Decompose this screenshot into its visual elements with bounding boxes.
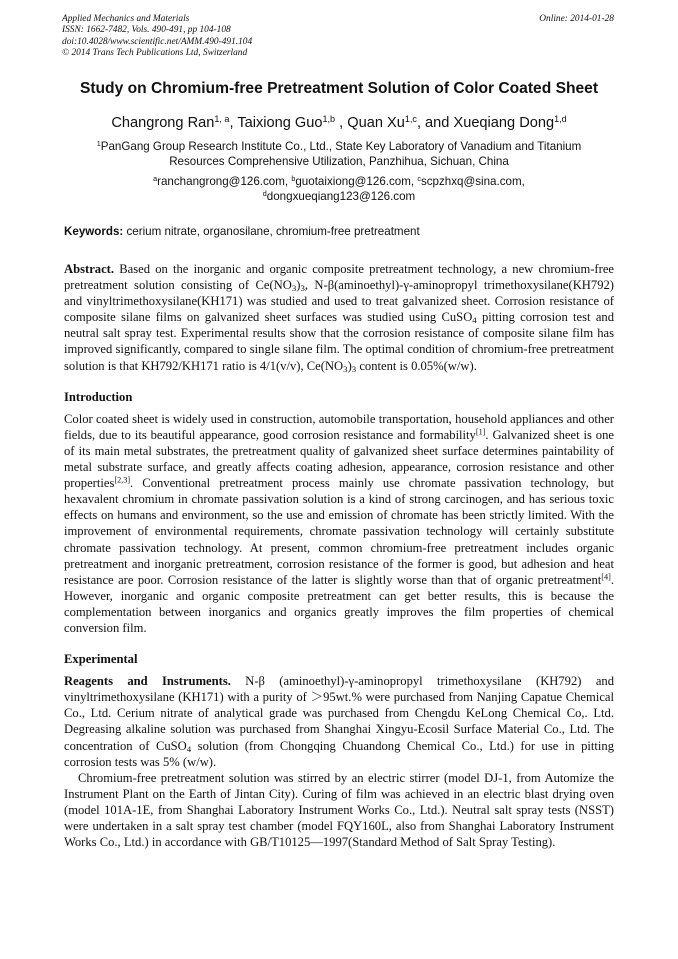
affiliation-line: Resources Comprehensive Utilization, Panzhihua, Sichuan, China	[169, 155, 509, 168]
introduction-paragraph: Color coated sheet is widely used in construction, automobile transportation, household appliances and other fields, due to its beautiful appearance, good corrosion resistance and formability[1]. Galvanized sheet is one of its main metal substrates, the pretreatment quality of galvanized sheet surface determines paintability of metal substrate surface, and greatly affects coating adhesion, appearance, corrosion resistance and other properties[2,3]. Conventional pretreatment process mainly use chromate passivation technology, but hexavalent chromium in chromate passivation solution is a kind of strong carcinogen, and has serious toxic effects on humans and environment, so the use and emission of chromate has been strictly limited. With the improvement of environmental requirements, chromate passivation technology will certainly substitute chromate passivation technology. At present, common chromium-free pretreatment includes organic pretreatment and inorganic pretreatment, corrosion resistance of the former is good, but adhesion and heat resistance are poor. Corrosion resistance of the latter is slightly worse than that of organic pretreatment[4]. However, inorganic and organic composite pretreatment can get better results, this is because the complementation between inorganics and organics greatly improves the film properties of chemical conversion film.	[64, 411, 614, 635]
author-name: Quan Xu	[347, 115, 405, 131]
citation[interactable]: [4]	[601, 572, 611, 582]
author-name: Taixiong Guo	[237, 115, 323, 131]
introduction-heading: Introduction	[64, 389, 133, 404]
author-separator: ,	[335, 115, 348, 131]
journal-header	[62, 14, 614, 60]
email-c: scpzhxq@sina.com,	[420, 175, 525, 188]
affiliation-mark: 1	[96, 139, 101, 149]
email-d: dongxueqiang123@126.com	[266, 190, 416, 203]
author-emails: $^a$ranchangrong@126.com, $^b$guotaixiong@126.com, $^c$scpzhxq@sina.com, $^d$dongxueqiang123@126.com	[153, 174, 525, 203]
experimental-heading: Experimental	[64, 652, 138, 667]
author-list	[30, 115, 648, 131]
keywords	[64, 225, 616, 238]
author-name: Xueqiang Dong	[453, 115, 555, 131]
online-date: Online: 2014-01-28	[539, 14, 614, 24]
author-name: Changrong Ran	[111, 115, 215, 131]
author-separator: , and	[416, 115, 454, 131]
author-affiliation-mark: 1, a	[214, 114, 230, 125]
paper-body	[64, 261, 614, 850]
author-affiliation-mark: 1,d	[554, 114, 567, 125]
doi-line: doi:10.4028/www.scientific.net/AMM.490-491.104	[62, 36, 253, 47]
paper-title: Study on Chromium-free Pretreatment Solution of Color Coated Sheet	[79, 80, 599, 97]
author-affiliation-mark: 1,b	[322, 114, 336, 125]
citation[interactable]: [1]	[475, 427, 486, 437]
email-b: guotaixiong@126.com,	[295, 175, 418, 188]
email-a: ranchangrong@126.com,	[157, 175, 292, 188]
abstract-label: Abstract.	[64, 262, 115, 276]
citation[interactable]: [2,3]	[114, 475, 131, 485]
reagents-paragraph: Reagents and Instruments. N-β (aminoethyl)-γ-aminopropyl trimethoxysilane (KH792) and vinyltrimethoxysilane (KH171) with a purity of ＞95wt.% were purchased from Nanjing Capatue Chemical Co., Ltd. Cerium nitrate of analytical grade was purchased from Chengdu KeLong Chemical Co,. Ltd. Degreasing alkaline solution was purchased from Shanghai Xingyu-Ecosil Surface Material Co., Ltd. The concentration of CuSO$_4$ solution (from Chongqing Chuandong Chemical Co., Ltd.) for use in pitting corrosion tests was 5% (w/w).	[64, 674, 614, 769]
affiliation	[60, 139, 618, 169]
journal-name: Applied Mechanics and Materials	[62, 14, 190, 24]
copyright-line: © 2014 Trans Tech Publications Ltd, Switzerland	[62, 48, 248, 59]
keywords-label: Keywords:	[64, 225, 124, 238]
issn-line: ISSN: 1662-7482, Vols. 490-491, pp 104-108	[62, 25, 231, 36]
keywords-text: cerium nitrate, organosilane, chromium-free pretreatment	[123, 225, 420, 238]
author-affiliation-mark: 1,c	[404, 114, 417, 125]
instruments-paragraph: Chromium-free pretreatment solution was stirred by an electric stirrer (model DJ-1, from Automize the Instrument Plant on the Earth of Jintan City). Curing of film was achieved in an electric blast drying oven (model 101A-1E, from Shanghai Laboratory Instrument Works Co., Ltd.). Neutral salt spray tests (NSST) were undertaken in a salt spray test chamber (model FQY160L, also from Shanghai Laboratory Instrument Works Co., Ltd.) in accordance with GB/T10125—1997(Standard Method of Salt Spray Testing).	[64, 770, 614, 850]
reagents-lead: Reagents and Instruments.	[64, 674, 231, 689]
affiliation-line: PanGang Group Research Institute Co., Ltd., State Key Laboratory of Vanadium and Titanium	[100, 140, 582, 153]
abstract: Abstract. Based on the inorganic and organic composite pretreatment technology, a new chromium-free pretreatment solution consisting of $Ce(NO_3)_3$, N-β(aminoethyl)-γ-aminopropyl trimethoxysilane(KH792) and vinyltrimethoxysilane(KH171) was studied and used to treat galvanized sheet. Corrosion resistance of composite silane films on galvanized sheet surfaces was studied using CuSO$_4$ pitting corrosion test and neutral salt spray test. Experimental results show that the corrosion resistance of composite silane film has improved significantly, compared to single silane film. The optimal condition of chromium-free pretreatment solution is that KH792/KH171 ratio is 4/1(v/v), $Ce(NO_3)_3$ content is 0.05%(w/w).	[64, 262, 615, 374]
author-separator: ,	[229, 115, 238, 131]
